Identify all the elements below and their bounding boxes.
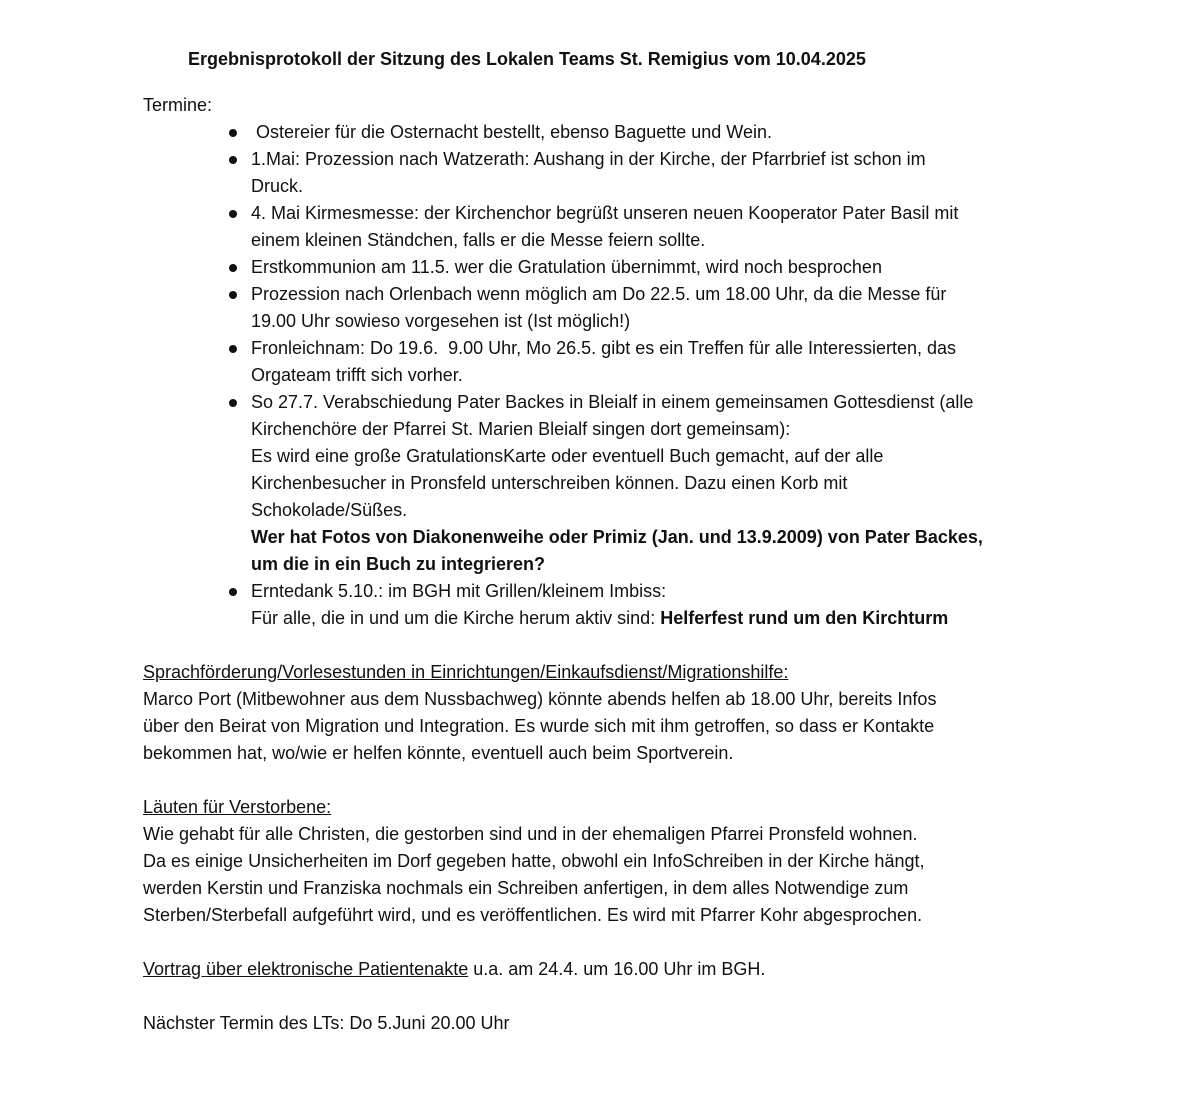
section-heading-vortrag: Vortrag über elektronische Patientenakte (143, 959, 469, 979)
list-item: Ostereier für die Osternacht bestellt, ebenso Baguette und Wein. (143, 119, 1051, 146)
termine-list (143, 119, 1143, 632)
document-body (143, 92, 1143, 1037)
list-item: 1.Mai: Prozession nach Watzerath: Aushang in der Kirche, der Pfarrbrief ist schon im Druck. (143, 146, 1051, 200)
bullet-icon (229, 264, 237, 272)
section-heading-laeuten: Läuten für Verstorbene: (143, 797, 332, 817)
list-item: 4. Mai Kirmesmesse: der Kirchenchor begrüßt unseren neuen Kooperator Pater Basil mit einem kleinen Ständchen, falls er die Messe feiern sollte. (143, 200, 1051, 254)
section-vortrag: Vortrag über elektronische Patientenakte u.a. am 24.4. um 16.00 Uhr im BGH. (143, 959, 766, 979)
list-item: Erntedank 5.10.: im BGH mit Grillen/kleinem Imbiss: Für alle, die in und um die Kirche herum aktiv sind: Helferfest rund um den Kirchturm (143, 578, 1051, 632)
bullet-icon (229, 345, 237, 353)
section-text-sprachfoerderung: Marco Port (Mitbewohner aus dem Nussbachweg) könnte abends helfen ab 18.00 Uhr, bereits Infos über den Beirat von Migration und Integration. Es wurde sich mit ihm getroffen, so dass er Kontakte bekommen hat, wo/wie er helfen könnte, eventuell auch beim Sportverein. (143, 689, 937, 763)
list-item: Fronleichnam: Do 19.6. 9.00 Uhr, Mo 26.5. gibt es ein Treffen für alle Interessierten, das Orgateam trifft sich vorher. (143, 335, 1051, 389)
list-item: Erstkommunion am 11.5. wer die Gratulation übernimmt, wird noch besprochen (143, 254, 1051, 281)
bullet-icon (229, 399, 237, 407)
bullet-icon (229, 156, 237, 164)
list-item: So 27.7. Verabschiedung Pater Backes in Bleialf in einem gemeinsamen Gottesdienst (alle Kirchenchöre der Pfarrei St. Marien Bleialf singen dort gemeinsam): Es wird eine große GratulationsKarte oder eventuell Buch gemacht, auf der alle Kirchenbesucher in Pronsfeld unterschreiben können. Dazu einen Korb mit Schokolade/Süßes. Wer hat Fotos von Diakonenweihe oder Primiz (Jan. und 13.9.2009) von Pater Backes, um die in ein Buch zu integrieren? (143, 389, 1051, 578)
next-meeting: Nächster Termin des LTs: Do 5.Juni 20.00 Uhr (143, 1013, 510, 1033)
bullet-icon (229, 291, 237, 299)
helferfest-highlight: Helferfest rund um den Kirchturm (660, 608, 949, 628)
bullet-icon (229, 588, 237, 596)
section-heading-sprachfoerderung: Sprachförderung/Vorlesestunden in Einrichtungen/Einkaufsdienst/Migrationshilfe: (143, 662, 789, 682)
list-item: Prozession nach Orlenbach wenn möglich am Do 22.5. um 18.00 Uhr, da die Messe für 19.00 Uhr sowieso vorgesehen ist (Ist möglich!) (143, 281, 1051, 335)
section-text-laeuten: Wie gehabt für alle Christen, die gestorben sind und in der ehemaligen Pfarrei Pronsfeld wohnen. Da es einige Unsicherheiten im Dorf gegeben hatte, obwohl ein InfoSchreiben in der Kirche hängt, werden Kerstin und Franziska nochmals ein Schreiben anfertigen, in dem alles Notwendige zum Sterben/Sterbefall aufgeführt wird, und es veröffentlichen. Es wird mit Pfarrer Kohr abgesprochen. (143, 824, 925, 925)
termine-label: Termine: (143, 95, 213, 115)
bullet-icon (229, 210, 237, 218)
photo-request: Wer hat Fotos von Diakonenweihe oder Primiz (Jan. und 13.9.2009) von Pater Backes, (251, 527, 983, 547)
bullet-icon (229, 129, 237, 137)
document-title: Ergebnisprotokoll der Sitzung des Lokalen Teams St. Remigius vom 10.04.2025 (188, 49, 866, 69)
